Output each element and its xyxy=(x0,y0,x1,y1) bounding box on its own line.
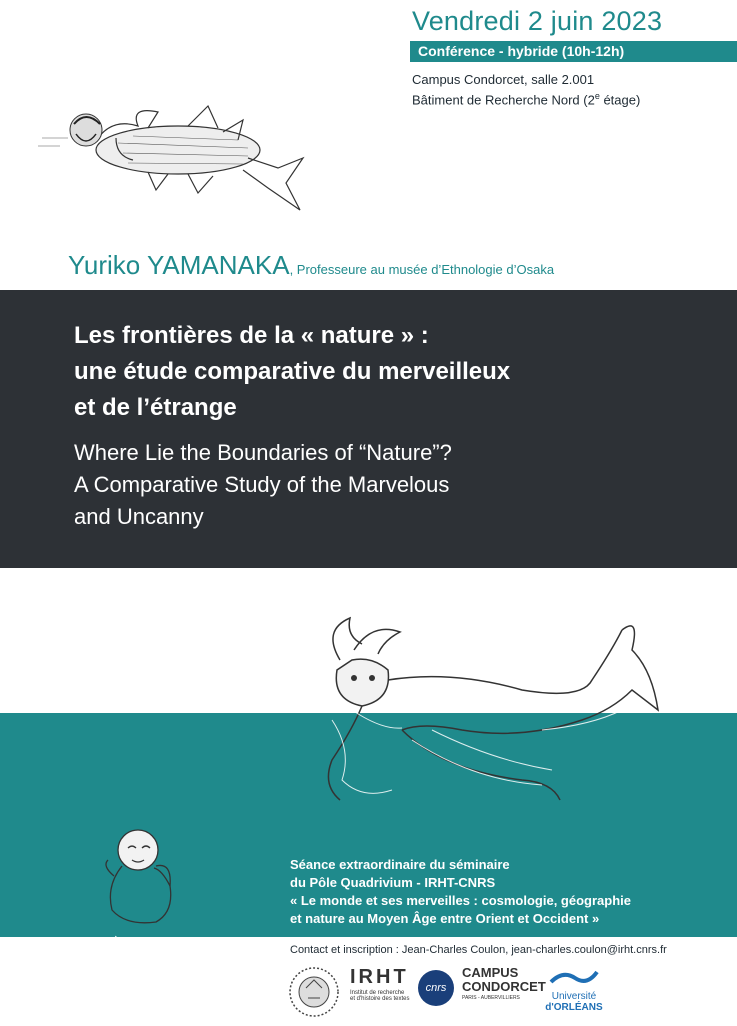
irht-logo-sub: et d'histoire des textes xyxy=(350,996,410,1002)
speaker-name: Yuriko YAMANAKA xyxy=(68,250,290,280)
seminar-line: du Pôle Quadrivium - IRHT-CNRS xyxy=(290,875,496,890)
contact-info: Contact et inscription : Jean-Charles Coulon, jean-charles.coulon@irht.cnrs.fr xyxy=(290,944,667,956)
orleans-logo-line2: d'ORLÉANS xyxy=(545,1002,603,1013)
campus-condorcet-logo xyxy=(462,965,546,1001)
irht-logo-main: IRHT xyxy=(350,966,409,988)
title-english xyxy=(74,437,694,533)
universite-orleans-logo xyxy=(544,968,604,1013)
seminar-line: « Le monde et ses merveilles : cosmologie, géographie xyxy=(290,893,632,908)
irht-logo-sub: Institut de recherche xyxy=(350,990,405,996)
venue-line-2-pre: Bâtiment de Recherche Nord (2 xyxy=(412,92,595,108)
cnrs-logo xyxy=(418,970,454,1006)
title-french-line: et de l’étrange xyxy=(74,394,237,421)
speaker-line xyxy=(68,250,554,281)
fish-man-engraving xyxy=(38,98,308,218)
cnrs-logo-text: cnrs xyxy=(425,982,447,994)
title-english-line: and Uncanny xyxy=(74,504,204,529)
title-english-line: Where Lie the Boundaries of “Nature”? xyxy=(74,440,452,465)
seminar-info xyxy=(290,856,730,928)
title-french xyxy=(74,318,694,426)
seminar-line: et nature au Moyen Âge entre Orient et Occident » xyxy=(290,911,600,926)
campus-logo-line1: CAMPUS xyxy=(462,965,519,980)
title-french-line: une étude comparative du merveilleux xyxy=(74,358,511,385)
seal-logo xyxy=(288,966,340,1018)
campus-logo-line2: CONDORCET xyxy=(462,979,546,994)
mermaid-engraving xyxy=(96,826,196,1026)
venue-line-2 xyxy=(412,91,640,107)
title-english-line: A Comparative Study of the Marvelous xyxy=(74,472,450,497)
venue-line-1: Campus Condorcet, salle 2.001 xyxy=(412,72,595,87)
sea-goat-engraving xyxy=(292,610,672,820)
event-format-badge: Conférence - hybride (10h-12h) xyxy=(410,41,737,62)
orleans-logo-line1: Université xyxy=(551,991,597,1002)
seminar-line: Séance extraordinaire du séminaire xyxy=(290,857,510,872)
venue-line-2-sup: e xyxy=(594,91,600,101)
title-french-line: Les frontières de la « nature » : xyxy=(74,322,429,349)
venue-line-2-post: étage) xyxy=(599,92,641,108)
orleans-wave-icon xyxy=(549,968,599,986)
speaker-affiliation: , Professeure au musée d’Ethnologie d’Osaka xyxy=(289,262,555,277)
event-date: Vendredi 2 juin 2023 xyxy=(412,6,663,36)
irht-logo xyxy=(350,966,420,1002)
campus-logo-line3: PARIS - AUBERVILLIERS xyxy=(462,995,520,1001)
